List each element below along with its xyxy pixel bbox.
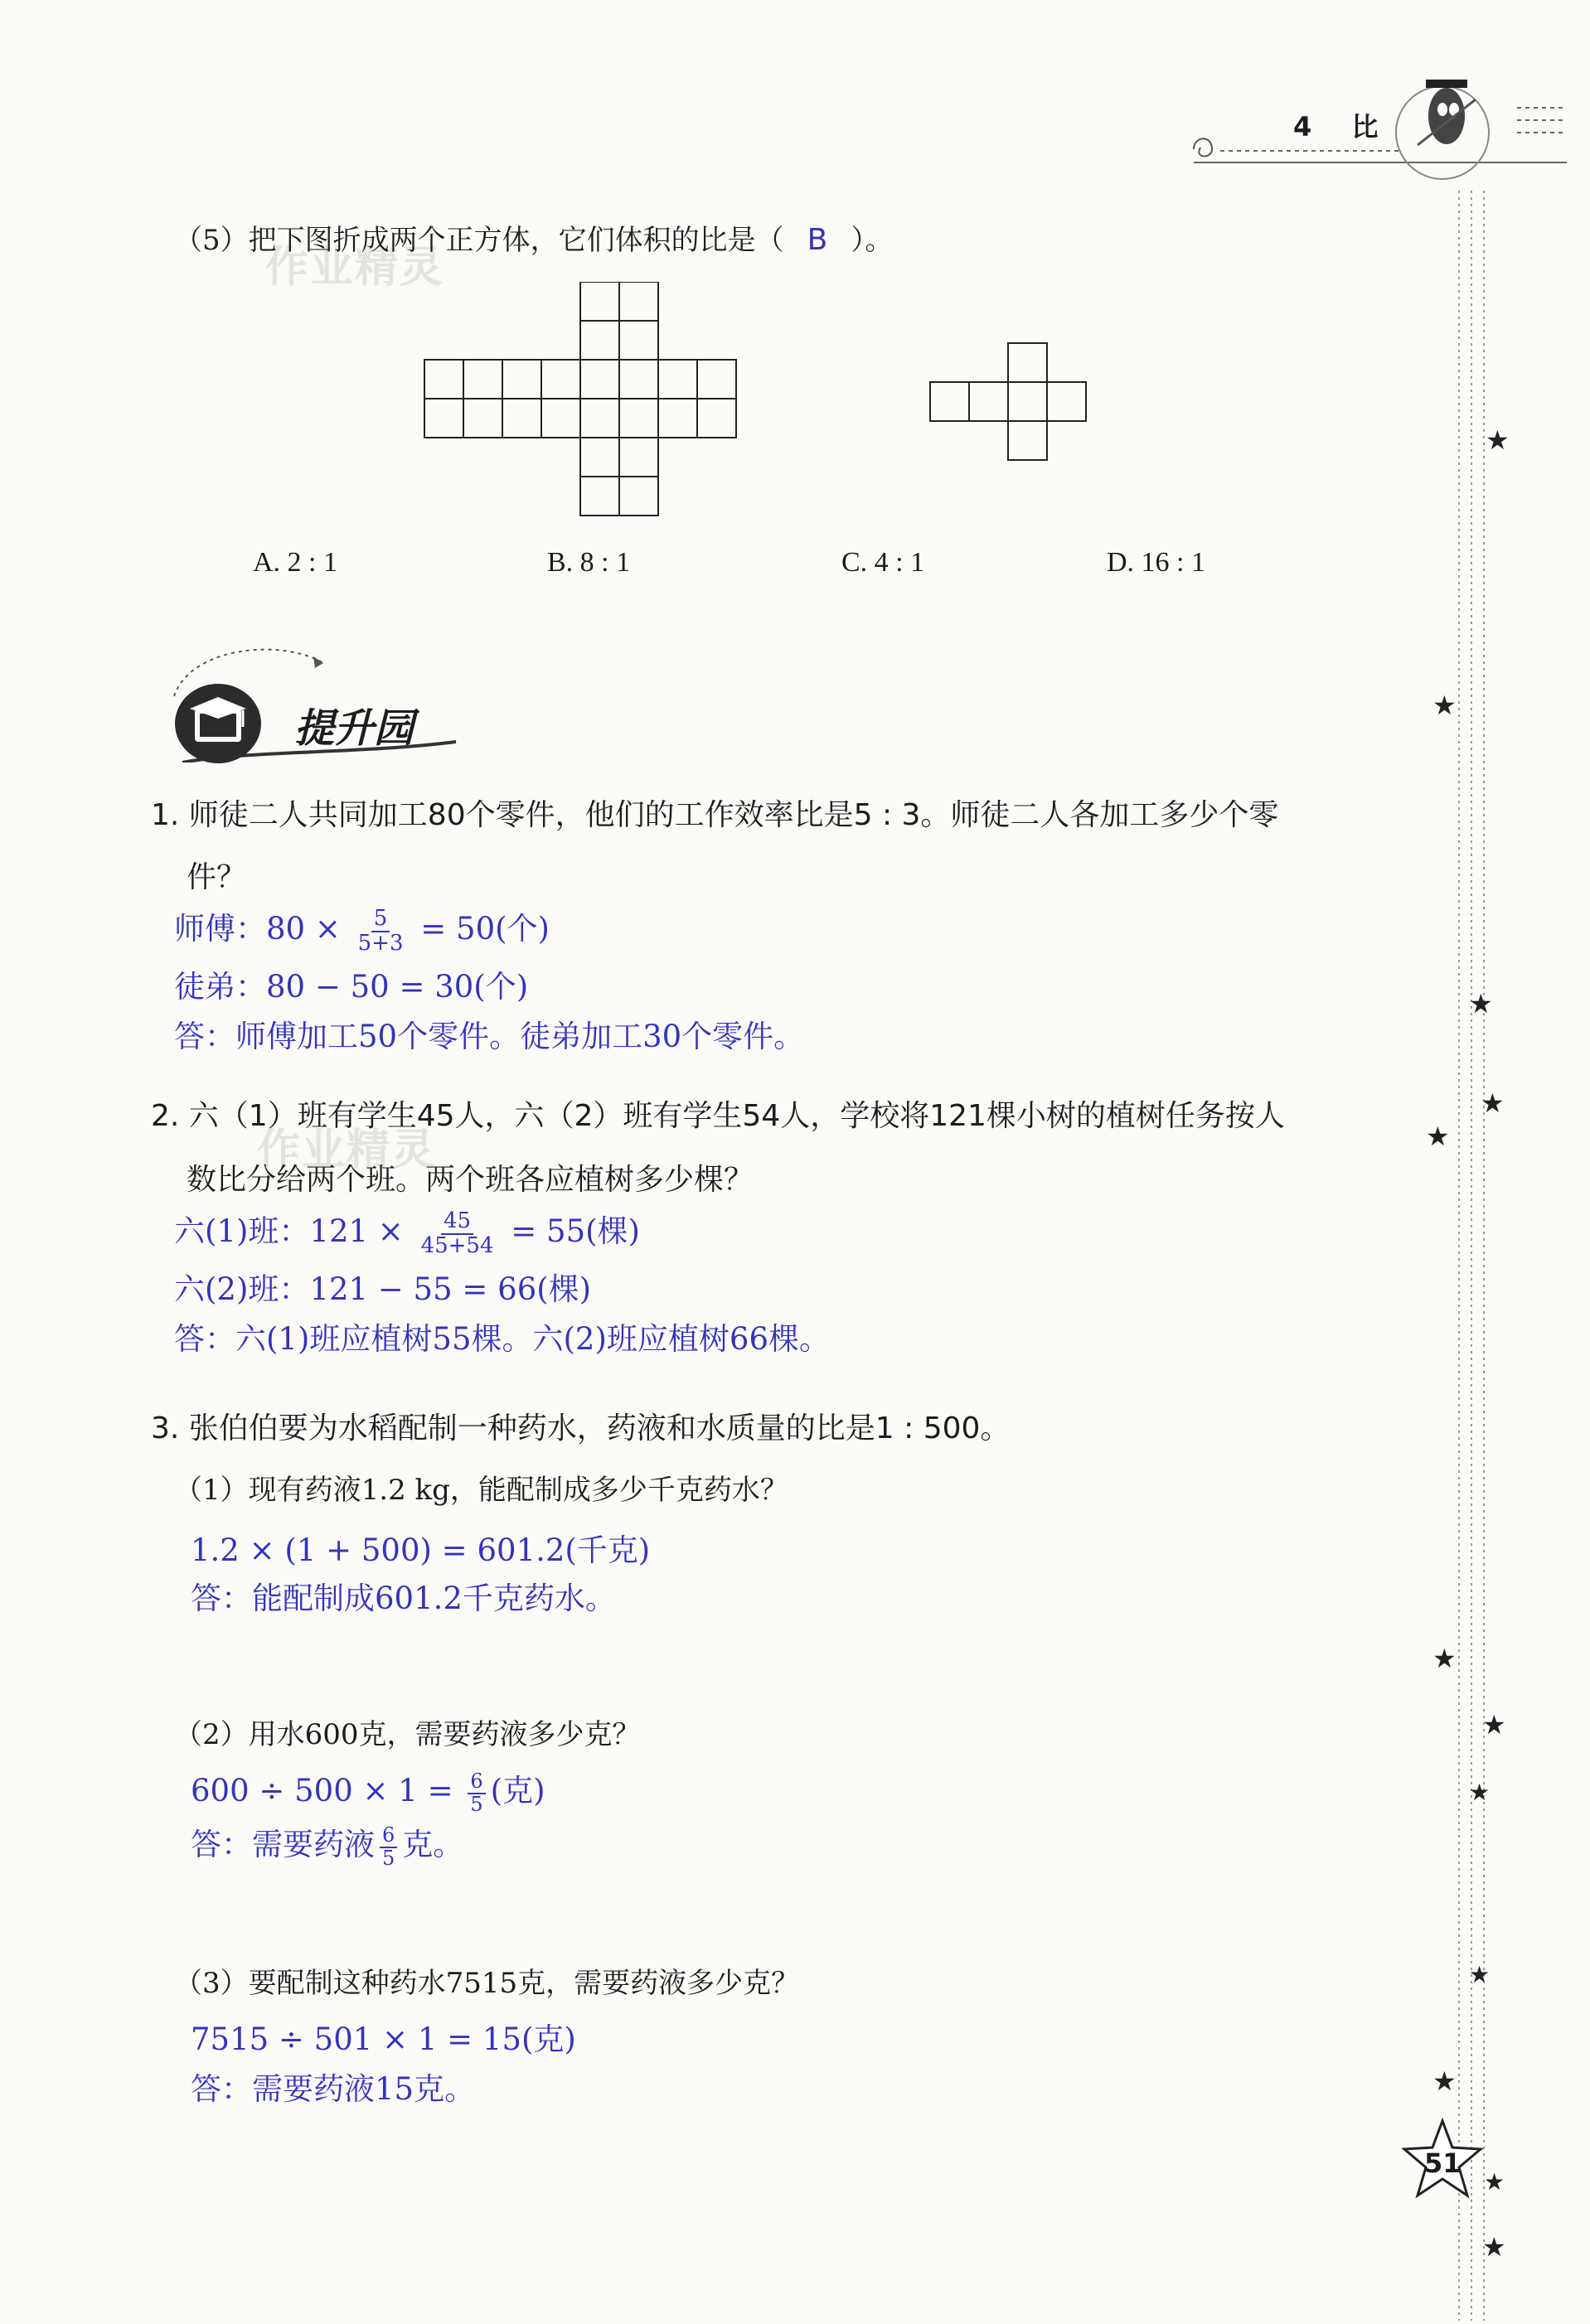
- svg-text:★: ★: [1482, 2231, 1506, 2263]
- chapter-title: 比: [1351, 111, 1379, 143]
- page-number: 51: [1424, 2147, 1462, 2179]
- small-cube-net: [928, 340, 1094, 467]
- p2-stem-line1: 2. 六（1）班有学生45人，六（2）班有学生54人，学校将121棵小树的植树任务按人: [151, 1099, 1285, 1133]
- chapter-number: 4: [1293, 111, 1312, 143]
- watermark-middle: 作业精灵: [257, 1126, 437, 1175]
- svg-text:★: ★: [1469, 1779, 1491, 1806]
- svg-text:★: ★: [1432, 1643, 1457, 1674]
- svg-text:★: ★: [1481, 1087, 1505, 1119]
- p2-stem-line2: 数比分给两个班。两个班各应植树多少棵？: [187, 1163, 754, 1197]
- q5-choice-c: C. 4 : 1: [841, 547, 925, 578]
- p1-stem-line2: 件？: [187, 860, 247, 894]
- p3-sub1: （1）现有药液1.2 kg，能配制成多少千克药水？: [174, 1474, 788, 1507]
- header-chapter: [1293, 106, 1379, 144]
- svg-text:★: ★: [1469, 988, 1493, 1019]
- p3-sub3: （3）要配制这种药水7515克，需要药液多少克？: [174, 1967, 800, 2000]
- svg-text:★: ★: [1486, 424, 1510, 456]
- svg-text:★: ★: [1432, 2065, 1457, 2097]
- p2-answer-class1: 六(1)班：121 × $\frac{45}{45+54}$ = 55(棵): [174, 1208, 640, 1258]
- p3-sub1-calc: 1.2 × (1 + 500) = 601.2(千克): [191, 1532, 651, 1568]
- header-mascot-icon: [1409, 66, 1484, 166]
- graduation-cap-icon: [170, 675, 269, 767]
- svg-text:★: ★: [1469, 1961, 1491, 1988]
- p3-sub2-calc: 600 ÷ 500 × 1 = $\frac{6}{5}$ (克): [191, 1770, 545, 1816]
- section-title: 提升园: [294, 705, 414, 752]
- watermark-top: 作业精灵: [265, 243, 445, 293]
- q5-choice-d: D. 16 : 1: [1107, 547, 1205, 578]
- large-cube-net: [423, 282, 746, 534]
- margin-decoration: [1426, 191, 1525, 2321]
- svg-text:★: ★: [1482, 1709, 1506, 1741]
- p1-stem-line1: 1. 师徒二人共同加工80个零件，他们的工作效率比是5 : 3。师徒二人各加工多少个零: [151, 798, 1279, 832]
- p3-sub2: （2）用水600克，需要药液多少克？: [174, 1718, 641, 1751]
- q5-stem: （5）把下图折成两个正方体，它们体积的比是（ B ）。: [174, 223, 894, 257]
- p3-stem: 3. 张伯伯要为水稻配制一种药水，药液和水质量的比是1 : 500。: [151, 1411, 1011, 1445]
- p3-sub1-conclusion: 答：能配制成601.2千克药水。: [191, 1581, 616, 1616]
- p1-answer-conclusion: 答：师傅加工50个零件。徒弟加工30个零件。: [174, 1019, 805, 1054]
- svg-text:★: ★: [1484, 2168, 1505, 2196]
- q5-choice-b: B. 8 : 1: [547, 547, 631, 578]
- svg-text:★: ★: [1426, 1121, 1450, 1152]
- p1-answer-master: 师傅：80 × $\frac{5}{5+3}$ = 50(个): [174, 906, 550, 956]
- p3-sub3-conclusion: 答：需要药液15克。: [191, 2071, 476, 2107]
- q5-answer: B: [807, 223, 828, 257]
- svg-text:★: ★: [1432, 690, 1457, 721]
- p2-answer-conclusion: 答：六(1)班应植树55棵。六(2)班应植树66棵。: [174, 1321, 830, 1357]
- p3-sub3-calc: 7515 ÷ 501 × 1 = 15(克): [191, 2021, 576, 2057]
- p3-sub2-conclusion: 答：需要药液 $\frac{6}{5}$ 克。: [191, 1823, 464, 1870]
- p2-answer-class2: 六(2)班：121 − 55 = 66(棵): [174, 1271, 592, 1307]
- q5-choice-a: A. 2 : 1: [253, 547, 337, 578]
- p1-answer-apprentice: 徒弟：80 − 50 = 30(个): [174, 969, 529, 1005]
